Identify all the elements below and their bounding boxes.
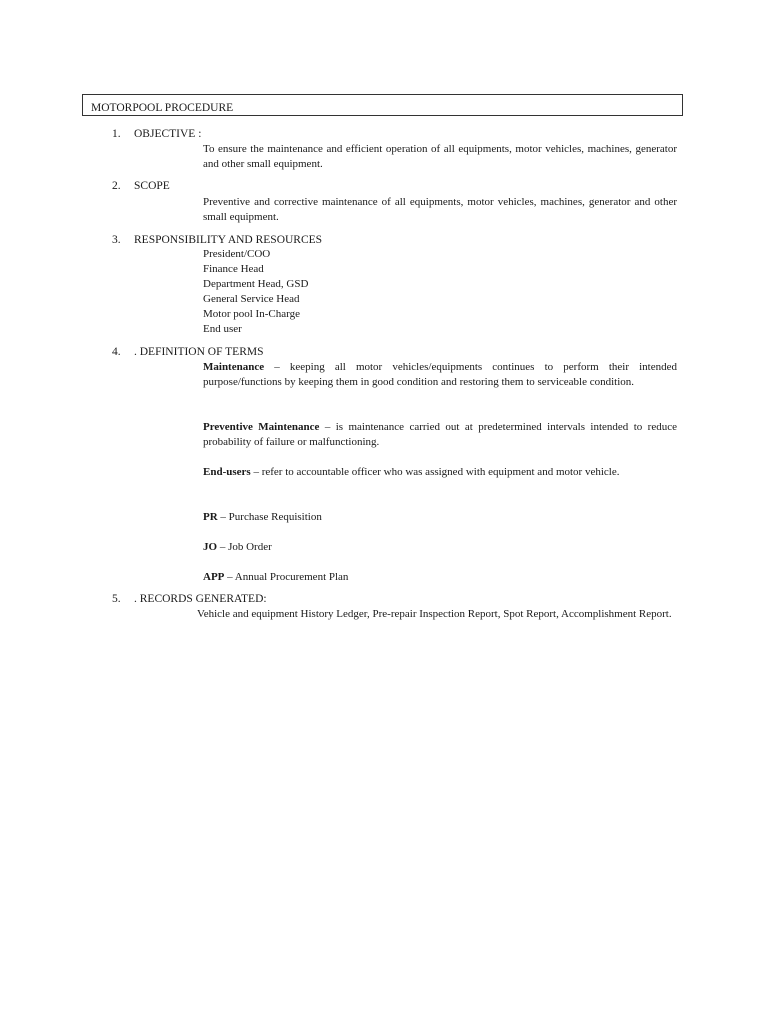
section-number: 1. [112, 128, 121, 140]
responsibility-list [203, 247, 308, 337]
objective-text: To ensure the maintenance and efficient operation of all equipments, motor vehicles, machines, generator and other small equipment. [203, 143, 677, 170]
term-name: Preventive Maintenance [203, 421, 320, 433]
term-definition: – Purchase Requisition [217, 511, 322, 523]
list-item: President/COO [203, 248, 271, 260]
term-definition: – refer to accountable officer who was assigned with equipment and motor vehicle. [250, 466, 620, 478]
scope-text: Preventive and corrective maintenance of all equipments, motor vehicles, machines, generator and other small equipment. [203, 196, 677, 223]
definition-preventive-maintenance [203, 420, 677, 450]
section-definitions-heading [112, 345, 264, 360]
section-records-heading [112, 592, 267, 607]
definition-jo [203, 540, 677, 555]
term-name: Maintenance [203, 361, 265, 373]
term-name: APP [203, 571, 225, 583]
definition-end-users [203, 465, 677, 480]
section-responsibility-heading [112, 233, 322, 248]
definition-app [203, 570, 677, 585]
list-item: Department Head, GSD [203, 278, 309, 290]
definition-maintenance [203, 360, 677, 390]
term-name: PR [203, 511, 218, 523]
term-definition: – keeping all motor vehicles/equipments continues to perform their intended purpose/functions by keeping them in good condition and restoring them to serviceable condition. [203, 361, 677, 388]
section-objective-heading [112, 127, 201, 142]
section-number: 2. [112, 180, 121, 192]
term-definition: – Annual Procurement Plan [224, 571, 349, 583]
list-item: General Service Head [203, 293, 300, 305]
records-text: Vehicle and equipment History Ledger, Pre-repair Inspection Report, Spot Report, Accomplishment Report. [197, 608, 672, 620]
definition-pr [203, 510, 677, 525]
section-number: 5. [112, 593, 121, 605]
term-name: End-users [203, 466, 251, 478]
section-heading: RESPONSIBILITY AND RESOURCES [134, 234, 323, 246]
section-scope-heading [112, 179, 170, 194]
section-heading: SCOPE [134, 180, 170, 192]
section-heading: OBJECTIVE : [134, 128, 202, 140]
list-item: Finance Head [203, 263, 264, 275]
list-item: Motor pool In-Charge [203, 308, 300, 320]
section-heading: . RECORDS GENERATED: [134, 593, 267, 605]
list-item: End user [203, 323, 242, 335]
term-name: JO [203, 541, 218, 553]
section-heading: . DEFINITION OF TERMS [134, 346, 264, 358]
section-number: 4. [112, 346, 121, 358]
term-definition: – is maintenance carried out at predetermined intervals intended to reduce probability of failure or malfunctioning. [203, 421, 677, 448]
section-number: 3. [112, 234, 121, 246]
document-title: MOTORPOOL PROCEDURE [82, 94, 683, 116]
term-definition: – Job Order [217, 541, 272, 553]
